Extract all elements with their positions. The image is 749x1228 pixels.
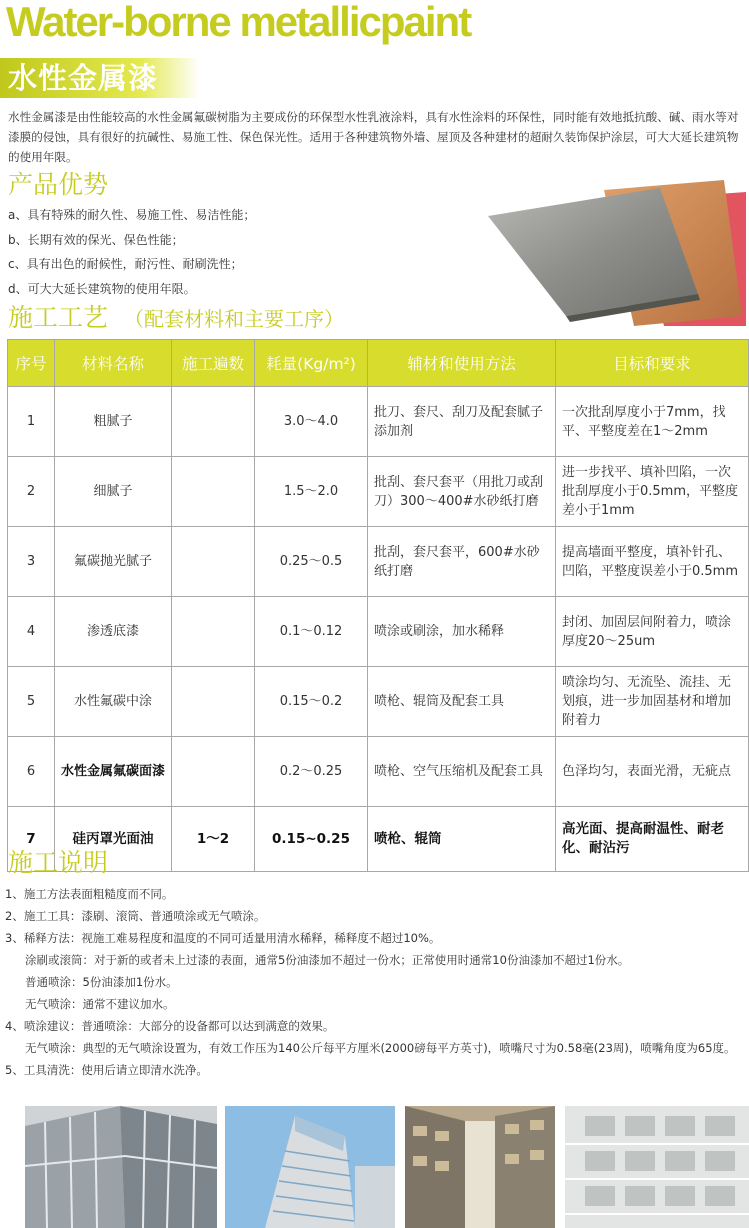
- cell-usage: 1.5～2.0: [255, 457, 368, 527]
- instruction-line: 涂刷或滚筒：对于新的或者未上过漆的表面，通常5份油漆加不超过一份水；正常使用时通常10份油漆加不超过1份水。: [25, 953, 630, 967]
- cell-method: 喷枪、辊筒: [368, 807, 556, 872]
- table-row: [8, 807, 749, 872]
- process-table: [7, 339, 749, 872]
- cell-coats: [172, 667, 255, 737]
- table-row: [8, 597, 749, 667]
- cell-coats: [172, 597, 255, 667]
- instruction-line: 普通喷涂：5份油漆加1份水。: [25, 975, 178, 989]
- building-photo-1: [25, 1106, 217, 1228]
- process-subtitle: （配套材料和主要工序）: [124, 307, 345, 331]
- cell-coats: 1～2: [172, 807, 255, 872]
- col-header-usage: 耗量(Kg/m²): [255, 340, 368, 387]
- cell-no: 5: [8, 667, 55, 737]
- cell-no: 1: [8, 387, 55, 457]
- instruction-line: 4、喷涂建议：普通喷涂：大部分的设备都可以达到满意的效果。: [5, 1019, 335, 1033]
- intro-paragraph: 水性金属漆是由性能较高的水性金属氟碳树脂为主要成份的环保型水性乳液涂料，具有水性涂料的环保性，同时能有效地抵抗酸、碱、雨水等对漆膜的侵蚀，具有很好的抗碱性、易施工性、保色保光性。适用于各种建筑物外墙、屋顶及各种建材的超耐久装饰保护涂层，可大大延长建筑物的使用年限。: [8, 110, 739, 164]
- english-title: Water-borne metallicpaint: [6, 0, 471, 45]
- cell-method: 喷枪、空气压缩机及配套工具: [368, 737, 556, 807]
- cell-method: 批刀、套尺、刮刀及配套腻子添加剂: [368, 387, 556, 457]
- cell-method: 喷枪、辊筒及配套工具: [368, 667, 556, 737]
- cell-no: 6: [8, 737, 55, 807]
- cell-no: 3: [8, 527, 55, 597]
- advantages-heading: 产品优势: [8, 170, 109, 199]
- cell-usage: 0.1～0.12: [255, 597, 368, 667]
- cell-no: 7: [8, 807, 55, 872]
- table-row: [8, 387, 749, 457]
- table-row: [8, 527, 749, 597]
- cell-usage: 0.2～0.25: [255, 737, 368, 807]
- cell-target: 色泽均匀，表面光滑，无疵点: [556, 737, 749, 807]
- instruction-line: 2、施工工具：漆刷、滚筒、普通喷涂或无气喷涂。: [5, 909, 266, 923]
- col-header-no: 序号: [8, 340, 55, 387]
- cell-target: 进一步找平、填补凹陷，一次批刮厚度小于0.5mm，平整度差小于1mm: [556, 457, 749, 527]
- cell-target: 高光面、提高耐温性、耐老化、耐沾污: [556, 807, 749, 872]
- col-header-material: 材料名称: [55, 340, 172, 387]
- advantage-item: c、具有出色的耐候性，耐污性、耐刷洗性；: [8, 257, 243, 271]
- instruction-line: 5、工具清洗：使用后请立即清水洗净。: [5, 1063, 208, 1077]
- cell-target: 封闭、加固层间附着力，喷涂厚度20～25um: [556, 597, 749, 667]
- building-photo-3: [405, 1106, 555, 1228]
- table-row: [8, 457, 749, 527]
- advantages-list: [8, 203, 478, 301]
- cell-target: 喷涂均匀、无流坠、流挂、无划痕，进一步加固基材和增加附着力: [556, 667, 749, 737]
- col-header-coats: 施工遍数: [172, 340, 255, 387]
- cell-no: 2: [8, 457, 55, 527]
- chinese-title-banner: [0, 58, 200, 98]
- cell-usage: 0.25～0.5: [255, 527, 368, 597]
- advantage-item: a、具有特殊的耐久性、易施工性、易洁性能；: [8, 208, 256, 222]
- process-heading: [8, 303, 344, 334]
- cell-coats: [172, 527, 255, 597]
- cell-material: 水性氟碳中涂: [55, 667, 172, 737]
- cell-usage: 0.15～0.2: [255, 667, 368, 737]
- cell-material: 细腻子: [55, 457, 172, 527]
- cell-method: 喷涂或刷涂，加水稀释: [368, 597, 556, 667]
- cell-material: 水性金属氟碳面漆: [55, 737, 172, 807]
- cell-usage: 0.15~0.25: [255, 807, 368, 872]
- cell-target: 提高墙面平整度，填补针孔、凹陷，平整度误差小于0.5mm: [556, 527, 749, 597]
- chinese-title: 水性金属漆: [8, 61, 159, 95]
- cell-target: 一次批刮厚度小于7mm，找平、平整度差在1～2mm: [556, 387, 749, 457]
- cell-material: 硅丙罩光面油: [55, 807, 172, 872]
- table-header-row: [8, 340, 749, 387]
- instructions-heading: 施工说明: [8, 848, 109, 877]
- instruction-line: 无气喷涂：典型的无气喷涂设置为，有效工作压为140公斤每平方厘米(2000磅每平方英寸)，喷嘴尺寸为0.58毫(23周)，喷嘴角度为65度。: [25, 1041, 736, 1055]
- metal-panel-samples-image: [484, 166, 746, 326]
- table-row: [8, 667, 749, 737]
- table-row: [8, 737, 749, 807]
- building-photos: [25, 1106, 749, 1228]
- building-photo-4: [565, 1106, 749, 1228]
- cell-coats: [172, 387, 255, 457]
- advantage-item: b、长期有效的保光、保色性能；: [8, 232, 184, 247]
- cell-method: 批刮、套尺套平（用批刀或刮刀）300～400#水砂纸打磨: [368, 457, 556, 527]
- instructions-list: [5, 883, 745, 1081]
- advantage-item: d、可大大延长建筑物的使用年限。: [8, 281, 196, 296]
- cell-material: 氟碳抛光腻子: [55, 527, 172, 597]
- col-header-method: 辅材和使用方法: [368, 340, 556, 387]
- instruction-line: 无气喷涂：通常不建议加水。: [25, 997, 175, 1011]
- process-title: 施工工艺: [8, 303, 109, 332]
- cell-usage: 3.0～4.0: [255, 387, 368, 457]
- cell-material: 渗透底漆: [55, 597, 172, 667]
- col-header-target: 目标和要求: [556, 340, 749, 387]
- instruction-line: 1、施工方法表面粗糙度而不同。: [5, 887, 174, 901]
- cell-coats: [172, 737, 255, 807]
- building-photo-2: [225, 1106, 395, 1228]
- cell-no: 4: [8, 597, 55, 667]
- cell-method: 批刮，套尺套平，600#水砂纸打磨: [368, 527, 556, 597]
- instruction-line: 3、稀释方法：视施工难易程度和温度的不同可适量用清水稀释，稀释度不超过10%。: [5, 931, 441, 945]
- cell-material: 粗腻子: [55, 387, 172, 457]
- cell-coats: [172, 457, 255, 527]
